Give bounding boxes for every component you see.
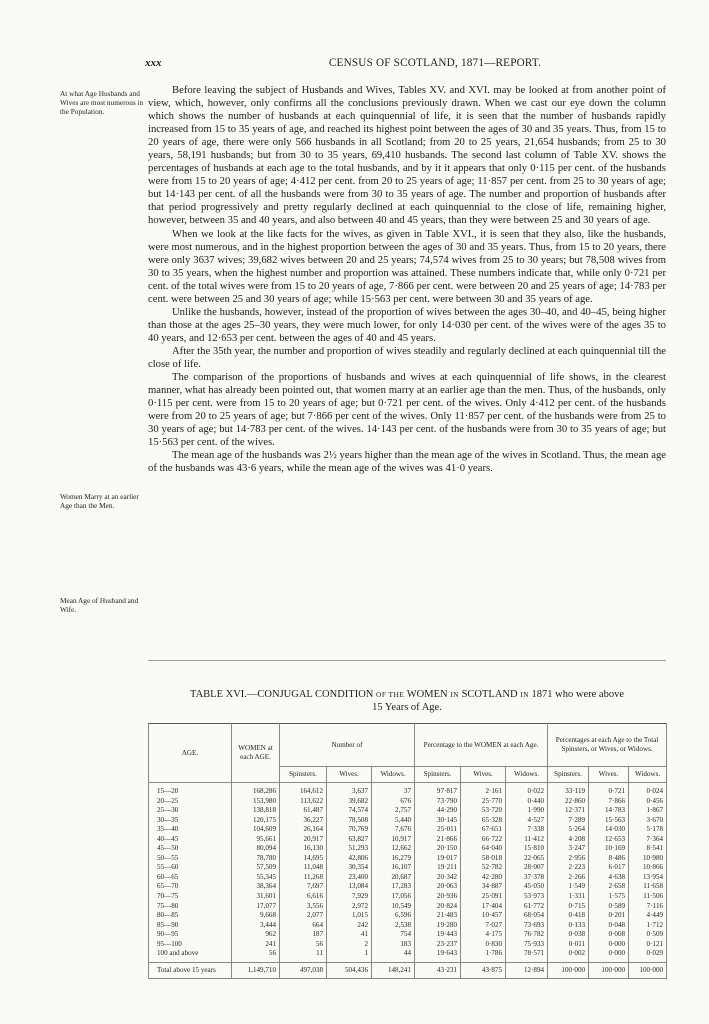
table-cell: 0·509: [629, 930, 667, 940]
table-cell: 33·119: [548, 783, 589, 797]
table-cell: 95,661: [232, 835, 280, 845]
table-cell: 7·338: [506, 825, 548, 835]
table-cell: 20·063: [415, 882, 461, 892]
table-title-year: 1871 who were above: [531, 689, 624, 700]
paragraph: Unlike the husbands, however, instead of the proportion of wives between the ages 30–40, and 40–45, being higher than those at the ages 25–30 years, they were much lower, for only 14·030 per cent. of the wives were of the ages 35 to 40 years, and 12·653 per cent. between the ages of 40 and 45 years.: [148, 306, 666, 344]
table-cell: 0·024: [629, 783, 667, 797]
table-cell: 1·990: [506, 806, 548, 816]
table-cell: 0·048: [589, 921, 629, 931]
table-cell: 0·830: [461, 940, 506, 950]
table-cell: 15·810: [506, 844, 548, 854]
table-row: [149, 882, 667, 892]
table-cell: 0·589: [589, 902, 629, 912]
table-cell: 0·440: [506, 797, 548, 807]
total-label: Total above 15 years: [149, 962, 232, 978]
table-cell: 15·563: [589, 816, 629, 826]
table-cell: 31,601: [232, 892, 280, 902]
table-cell: 53·973: [506, 892, 548, 902]
table-cell: 5·264: [548, 825, 589, 835]
table-cell: 1,015: [327, 911, 372, 921]
table-cell: 55,345: [232, 873, 280, 883]
conjugal-condition-table: [148, 723, 667, 979]
table-cell: 3,556: [280, 902, 327, 912]
table-cell: 6,616: [280, 892, 327, 902]
table-row: [149, 873, 667, 883]
table-cell: 3,444: [232, 921, 280, 931]
table-cell: 38,364: [232, 882, 280, 892]
table-cell: 73·790: [415, 797, 461, 807]
table-cell: 1·712: [629, 921, 667, 931]
table-cell: 20,917: [280, 835, 327, 845]
age-group-cell: 90—95: [149, 930, 232, 940]
table-cell: 0·721: [589, 783, 629, 797]
table-cell: 22·065: [506, 854, 548, 864]
table-cell: 12·371: [548, 806, 589, 816]
table-cell: 10,917: [372, 835, 415, 845]
col-header-widows: Widows.: [372, 767, 415, 783]
table-cell: 0·133: [548, 921, 589, 931]
table-cell: 0·201: [589, 911, 629, 921]
table-cell: 23,400: [327, 873, 372, 883]
table-cell: 20·824: [415, 902, 461, 912]
table-cell: 504,436: [327, 962, 372, 978]
table-cell: 4·175: [461, 930, 506, 940]
table-cell: 30,354: [327, 863, 372, 873]
table-cell: 7·364: [629, 835, 667, 845]
table-cell: 0·418: [548, 911, 589, 921]
table-cell: 2,538: [372, 921, 415, 931]
table-cell: 7,676: [372, 825, 415, 835]
table-cell: 5,440: [372, 816, 415, 826]
page-header: [145, 57, 665, 71]
table-cell: 14·030: [589, 825, 629, 835]
table-cell: 76·782: [506, 930, 548, 940]
col-header-widows: Widows.: [506, 767, 548, 783]
table-total-row: [149, 962, 667, 978]
table-cell: 168,286: [232, 783, 280, 797]
paragraph: Before leaving the subject of Husbands and Wives, Tables XV. and XVI. may be looked at from another point of view, which, however, only confirms all the conclusions previously drawn. When we cast our eye down the column which shows the number of husbands at each quinquennial of life, it is seen that the number of husbands rapidly increased from 15 to 35 years of age, and reached its highest point between the ages of 30 and 35 years. Thus, from 15 to 20 years of age, there were only 566 husbands in all Scotland; from 20 to 25 years, 21,654 husbands; from 25 to 30 years, 58,191 husbands; but from 30 to 35 years, 69,410 husbands. The second last column of Table XV. shows the percentages of husbands at each age to the total husbands, and by it it appears that only 0·115 per cent. of the husbands were from 15 to 20 years of age; 4·412 per cent. from 20 to 25 years of age; 11·857 per cent. from 25 to 30 years of age; but 14·143 per cent. of all the husbands were from 30 to 35 years of age. The number and proportion of husbands after that period progressively and pretty regularly declined at each quinquennial to the close of life, remaining higher, however, between 35 and 40 years, and also between 40 and 45 years, than they were between 25 and 30 years of age.: [148, 85, 666, 227]
age-group-cell: 60—65: [149, 873, 232, 883]
table-row: [149, 797, 667, 807]
table-cell: 19·017: [415, 854, 461, 864]
col-header-percentage-total: Percentages at each Age to the Total Spinsters, or Wives, or Widows.: [548, 724, 667, 767]
table-cell: 10·980: [629, 854, 667, 864]
age-group-cell: 35—40: [149, 825, 232, 835]
table-cell: 78·571: [506, 949, 548, 962]
paragraph: The mean age of the husbands was 2½ years higher than the mean age of the wives in Scotland. Thus, the mean age of the husbands was 43·6 years, while the mean age of the wives was 41·0 years.: [148, 450, 666, 475]
table-cell: 0·715: [548, 902, 589, 912]
table-row: [149, 844, 667, 854]
table-cell: 20·150: [415, 844, 461, 854]
table-cell: 51,293: [327, 844, 372, 854]
table-cell: 104,609: [232, 825, 280, 835]
table-cell: 138,818: [232, 806, 280, 816]
table-cell: 1·549: [548, 882, 589, 892]
age-group-cell: 80—85: [149, 911, 232, 921]
table-title-in2: IN: [520, 690, 529, 699]
table-cell: 74,574: [327, 806, 372, 816]
table-cell: 3·670: [629, 816, 667, 826]
table-cell: 0·029: [629, 949, 667, 962]
table-cell: 52·782: [461, 863, 506, 873]
table-cell: 25·091: [461, 892, 506, 902]
age-group-cell: 55—60: [149, 863, 232, 873]
table-row: [149, 835, 667, 845]
table-title-of-the: OF THE: [376, 690, 405, 699]
table-title-women: WOMEN: [406, 689, 448, 700]
table-cell: 0·008: [589, 930, 629, 940]
table-cell: 241: [232, 940, 280, 950]
section-divider: [148, 660, 666, 661]
table-cell: 12·653: [589, 835, 629, 845]
table-cell: 19·443: [415, 930, 461, 940]
table-cell: 37·378: [506, 873, 548, 883]
table-row: [149, 940, 667, 950]
side-note-age-husbands-wives: At what Age Husbands and Wives are most numerous in the Population.: [60, 89, 144, 116]
table-cell: 7,697: [280, 882, 327, 892]
table-row: [149, 921, 667, 931]
table-cell: 2,077: [280, 911, 327, 921]
table-cell: 45·050: [506, 882, 548, 892]
table-cell: 242: [327, 921, 372, 931]
table-cell: 120,175: [232, 816, 280, 826]
table-cell: 0·000: [589, 940, 629, 950]
table-cell: 6·017: [589, 863, 629, 873]
age-group-cell: 85—90: [149, 921, 232, 931]
table-cell: 14·783: [589, 806, 629, 816]
table-cell: 11·658: [629, 882, 667, 892]
table-cell: 4·449: [629, 911, 667, 921]
table-cell: 153,980: [232, 797, 280, 807]
age-group-cell: 20—25: [149, 797, 232, 807]
table-cell: 17,077: [232, 902, 280, 912]
table-cell: 12,662: [372, 844, 415, 854]
table-row: [149, 892, 667, 902]
table-cell: 1·331: [548, 892, 589, 902]
table-cell: 44·290: [415, 806, 461, 816]
table-cell: 2: [327, 940, 372, 950]
table-body: [149, 783, 667, 963]
table-cell: 113,622: [280, 797, 327, 807]
table-cell: 3,637: [327, 783, 372, 797]
table-cell: 8·541: [629, 844, 667, 854]
side-note-mean-age: Mean Age of Husband and Wife.: [60, 596, 139, 614]
table-row: [149, 930, 667, 940]
table-cell: 100·000: [589, 962, 629, 978]
paragraph: When we look at the like facts for the wives, as given in Table XVI., it is seen that they also, like the husbands, were most numerous, and in the highest proportion between the ages of 30 and 35 years. Thus, from 15 to 20 years, there were only 3637 wives; 39,682 wives between 20 and 25 years; 74,574 wives from 25 to 30 years; but 78,508 wives from 30 to 35 years, when the highest number and proportion was attained. These numbers indicate that, while only 0·721 per cent. of the total wives were from 15 to 20 years of age, 7·866 per cent. were between 20 and 25 years of age; 14·783 per cent. were between 25 and 30 years of age; while 15·563 per cent. were between 30 and 35 years of age.: [148, 228, 666, 305]
age-group-cell: 40—45: [149, 835, 232, 845]
table-cell: 11,268: [280, 873, 327, 883]
table-cell: 754: [372, 930, 415, 940]
table-cell: 0·000: [589, 949, 629, 962]
col-header-wives: Wives.: [589, 767, 629, 783]
table-cell: 148,241: [372, 962, 415, 978]
age-group-cell: 25—30: [149, 806, 232, 816]
table-cell: 0·121: [629, 940, 667, 950]
table-cell: 100·000: [629, 962, 667, 978]
table-cell: 28·007: [506, 863, 548, 873]
table-cell: 41: [327, 930, 372, 940]
age-group-cell: 30—35: [149, 816, 232, 826]
col-header-age: AGE.: [149, 724, 232, 783]
age-group-cell: 15—20: [149, 783, 232, 797]
age-group-cell: 50—55: [149, 854, 232, 864]
table-cell: 2,972: [327, 902, 372, 912]
table-cell: 20,687: [372, 873, 415, 883]
table-cell: 7·116: [629, 902, 667, 912]
col-header-wives: Wives.: [461, 767, 506, 783]
table-cell: 65·328: [461, 816, 506, 826]
table-cell: 42,806: [327, 854, 372, 864]
table-cell: 5·178: [629, 825, 667, 835]
table-title-scotland: SCOTLAND: [461, 689, 518, 700]
paragraph: After the 35th year, the number and proportion of wives steadily and regularly declined at each quinquennial till the close of life.: [148, 345, 666, 370]
table-cell: 34·887: [461, 882, 506, 892]
table-subtitle: 15 Years of Age.: [372, 702, 442, 713]
table-cell: 37: [372, 783, 415, 797]
table-cell: 187: [280, 930, 327, 940]
table-cell: 39,682: [327, 797, 372, 807]
age-group-cell: 45—50: [149, 844, 232, 854]
table-cell: 21·866: [415, 835, 461, 845]
table-cell: 8·486: [589, 854, 629, 864]
report-body: [148, 84, 666, 475]
age-group-cell: 75—80: [149, 902, 232, 912]
table-cell: 78,780: [232, 854, 280, 864]
table-cell: 13·954: [629, 873, 667, 883]
table-cell: 7·289: [548, 816, 589, 826]
table-cell: 12·894: [506, 962, 548, 978]
table-cell: 10·457: [461, 911, 506, 921]
table-row: [149, 863, 667, 873]
table-cell: 43·231: [415, 962, 461, 978]
page-number: xxx: [145, 57, 162, 69]
table-cell: 11·506: [629, 892, 667, 902]
table-cell: 70,769: [327, 825, 372, 835]
table-row: [149, 825, 667, 835]
table-cell: 1: [327, 949, 372, 962]
col-header-percentage-women: Percentage to the WOMEN at each Age.: [415, 724, 548, 767]
table-cell: 9,668: [232, 911, 280, 921]
table-cell: 97·817: [415, 783, 461, 797]
col-header-spinsters: Spinsters.: [548, 767, 589, 783]
paragraph: The comparison of the proportions of husbands and wives at each quinquennial of life shows, in the clearest manner, what has already been pointed out, that women marry at an earlier age than the men. Thus, of the husbands, only 0·115 per cent. were from 15 to 20 years of age; but 0·721 per cent. of the wives. Only 4·412 per cent. of the husbands were from 20 to 25 years of age; but 7·866 per cent of the wives. Only 11·857 per cent. of the husbands were from 25 to 30 years of age; but 14·783 per cent. of the wives. 14·143 per cent. of the husbands were from 30 to 35 years of age; but 15·563 per cent. of the wives.: [148, 372, 666, 449]
table-cell: 0·022: [506, 783, 548, 797]
table-cell: 80,094: [232, 844, 280, 854]
table-cell: 44: [372, 949, 415, 962]
table-cell: 2,757: [372, 806, 415, 816]
table-cell: 64·040: [461, 844, 506, 854]
table-cell: 11: [280, 949, 327, 962]
table-cell: 1·867: [629, 806, 667, 816]
age-group-cell: 95—100: [149, 940, 232, 950]
table-cell: 2·266: [548, 873, 589, 883]
table-cell: 75·933: [506, 940, 548, 950]
table-cell: 66·722: [461, 835, 506, 845]
table-cell: 20·342: [415, 873, 461, 883]
table-cell: 58·018: [461, 854, 506, 864]
table-cell: 22·860: [548, 797, 589, 807]
col-header-widows: Widows.: [629, 767, 667, 783]
table-cell: 7·866: [589, 797, 629, 807]
table-cell: 1,149,710: [232, 962, 280, 978]
table-cell: 1·575: [589, 892, 629, 902]
col-header-number-of: Number of: [280, 724, 415, 767]
table-cell: 53·720: [461, 806, 506, 816]
table-cell: 10,549: [372, 902, 415, 912]
side-note-women-marry-earlier: Women Marry at an earlier Age than the Men.: [60, 492, 139, 510]
table-cell: 19·643: [415, 949, 461, 962]
age-group-cell: 70—75: [149, 892, 232, 902]
table-cell: 16,279: [372, 854, 415, 864]
table-cell: 0·011: [548, 940, 589, 950]
table-cell: 23·237: [415, 940, 461, 950]
table-cell: 2·223: [548, 863, 589, 873]
age-group-cell: 100 and above: [149, 949, 232, 962]
table-cell: 78,508: [327, 816, 372, 826]
table-cell: 17,056: [372, 892, 415, 902]
table-cell: 100·000: [548, 962, 589, 978]
table-cell: 56: [232, 949, 280, 962]
table-title-prefix: TABLE XVI.—CONJUGAL CONDITION: [190, 689, 374, 700]
table-cell: 4·638: [589, 873, 629, 883]
table-cell: 25·770: [461, 797, 506, 807]
age-group-cell: 65—70: [149, 882, 232, 892]
table-cell: 10·866: [629, 863, 667, 873]
table-cell: 2·658: [589, 882, 629, 892]
col-header-spinsters: Spinsters.: [280, 767, 327, 783]
table-cell: 0·456: [629, 797, 667, 807]
table-row: [149, 783, 667, 797]
table-cell: 19·211: [415, 863, 461, 873]
table-title-in: IN: [450, 690, 459, 699]
table-cell: 2·161: [461, 783, 506, 797]
table-row: [149, 911, 667, 921]
col-header-women: WOMEN at each AGE.: [232, 724, 280, 783]
table-cell: 11,048: [280, 863, 327, 873]
table-cell: 17,283: [372, 882, 415, 892]
table-cell: 164,612: [280, 783, 327, 797]
running-title: CENSUS OF SCOTLAND, 1871—REPORT.: [328, 57, 542, 69]
table-cell: 73·693: [506, 921, 548, 931]
table-cell: 7,929: [327, 892, 372, 902]
table-cell: 17·404: [461, 902, 506, 912]
table-cell: 7·027: [461, 921, 506, 931]
table-cell: 0·038: [548, 930, 589, 940]
table-cell: 30·145: [415, 816, 461, 826]
table-row: [149, 949, 667, 962]
table-cell: 664: [280, 921, 327, 931]
table-cell: 4·208: [548, 835, 589, 845]
table-cell: 2·956: [548, 854, 589, 864]
table-cell: 14,695: [280, 854, 327, 864]
table-cell: 4·527: [506, 816, 548, 826]
table-cell: 16,130: [280, 844, 327, 854]
table-row: [149, 902, 667, 912]
table-cell: 25·011: [415, 825, 461, 835]
table-cell: 0·002: [548, 949, 589, 962]
table-cell: 19·280: [415, 921, 461, 931]
table-row: [149, 854, 667, 864]
table-cell: 3·247: [548, 844, 589, 854]
table-cell: 11·412: [506, 835, 548, 845]
table-cell: 1·786: [461, 949, 506, 962]
table-row: [149, 806, 667, 816]
table-cell: 36,227: [280, 816, 327, 826]
table-cell: 497,038: [280, 962, 327, 978]
table-row: [149, 816, 667, 826]
table-cell: 10·169: [589, 844, 629, 854]
table-cell: 13,084: [327, 882, 372, 892]
table-cell: 43·875: [461, 962, 506, 978]
table-title: [148, 688, 666, 714]
table-cell: 183: [372, 940, 415, 950]
table-cell: 21·483: [415, 911, 461, 921]
table-cell: 20·936: [415, 892, 461, 902]
table-cell: 42·280: [461, 873, 506, 883]
table-cell: 6,596: [372, 911, 415, 921]
col-header-wives: Wives.: [327, 767, 372, 783]
table-cell: 63,827: [327, 835, 372, 845]
table-cell: 962: [232, 930, 280, 940]
table-cell: 67·651: [461, 825, 506, 835]
col-header-spinsters: Spinsters.: [415, 767, 461, 783]
table-cell: 16,107: [372, 863, 415, 873]
table-cell: 56: [280, 940, 327, 950]
table-cell: 676: [372, 797, 415, 807]
table-cell: 57,509: [232, 863, 280, 873]
table-cell: 61·772: [506, 902, 548, 912]
table-cell: 68·054: [506, 911, 548, 921]
table-cell: 61,487: [280, 806, 327, 816]
table-cell: 26,164: [280, 825, 327, 835]
